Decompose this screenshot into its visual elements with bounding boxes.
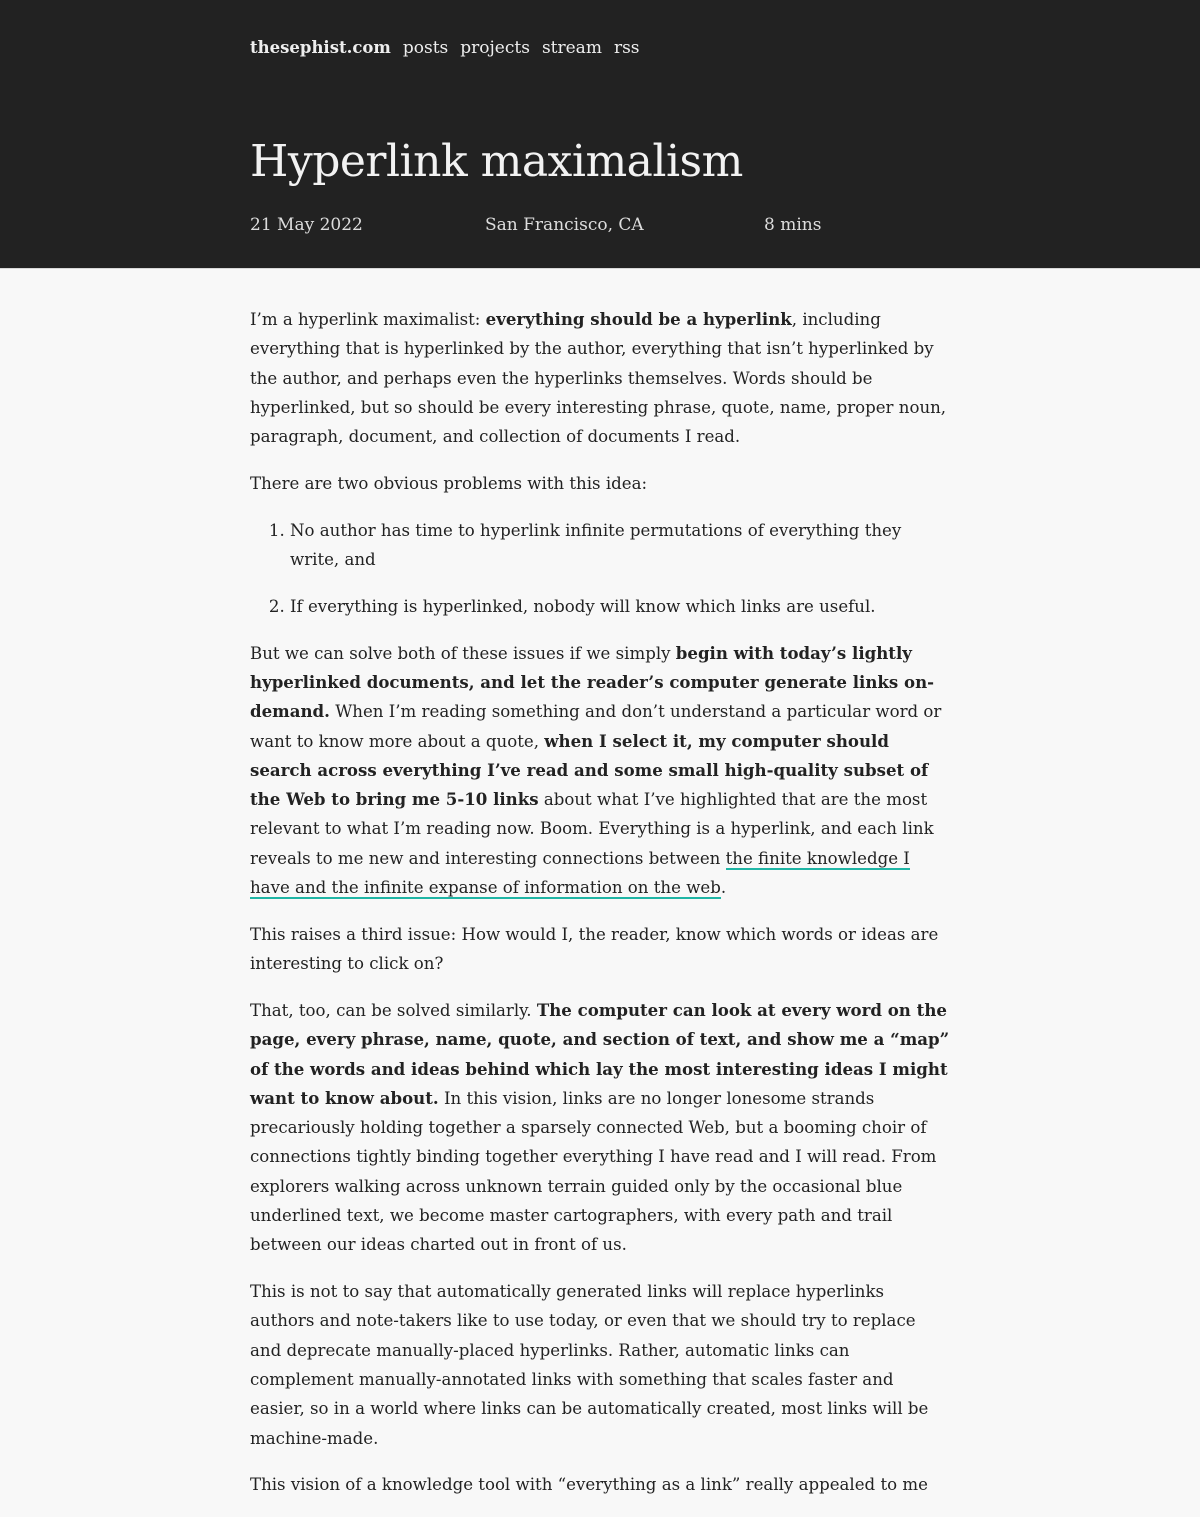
bold-text: everything should be a hyperlink	[485, 309, 792, 329]
paragraph	[250, 305, 950, 451]
post-date: 21 May 2022	[250, 215, 363, 235]
list-item: 1. No author has time to hyperlink infinite permutations of everything they write, and	[290, 516, 950, 575]
post-read-time: 8 mins	[764, 215, 822, 235]
bold-text: when I select it, my computer should search across everything I’ve read and some small high-quality subset of the Web to bring me 5-10 links	[250, 730, 929, 810]
bold-text: The computer can look at every word on the page, every phrase, name, quote, and section of text, and show me a “map” of the words and ideas behind which lay the most interesting ideas I might want to know about.	[250, 999, 950, 1108]
page-title: Hyperlink maximalism	[250, 136, 743, 187]
paragraph	[250, 639, 950, 903]
text: about what I’ve highlighted that are the most relevant to what I’m reading now. Boom. Everything is a hyperlink, and each link reveals to me new and interesting connections between	[250, 790, 934, 868]
nav-posts[interactable]: posts	[402, 38, 449, 58]
paragraph: This vision of a knowledge tool with “everything as a link” really appealed to me	[250, 1475, 928, 1495]
text: That, too, can be solved similarly.	[250, 1000, 537, 1020]
post-location: San Francisco, CA	[485, 215, 644, 235]
nav-rss[interactable]: rss	[613, 38, 640, 58]
text: .	[720, 878, 727, 898]
problem-list	[250, 516, 950, 621]
inline-link[interactable]: the finite knowledge I have and the infinite expanse of information on the web	[250, 848, 910, 898]
text: I’m a hyperlink maximalist:	[250, 310, 486, 329]
text: When I’m reading something and don’t understand a particular word or want to know more about a quote,	[250, 702, 942, 751]
paragraph: There are two obvious problems with this idea:	[250, 473, 648, 493]
brand-link[interactable]: thesephist.com	[250, 38, 391, 57]
article-body	[250, 305, 950, 1517]
bold-text: begin with today’s lightly hyperlinked documents, and let the reader’s computer generate links on-demand.	[250, 642, 935, 722]
text: In this vision, links are no longer lonesome strands precariously holding together a sparsely connected Web, but a booming choir of connections tightly binding together everything I have read and I will read. From explorers walking across unknown terrain guided only by the occasional blue underlined text, we become master cartographers, with every path and trail between our ideas charted out in front of us.	[250, 1088, 937, 1255]
list-item: 2. If everything is hyperlinked, nobody will know which links are useful.	[290, 592, 950, 621]
nav-projects[interactable]: projects	[460, 38, 530, 58]
text: But we can solve both of these issues if we simply	[250, 643, 676, 663]
nav-stream[interactable]: stream	[541, 38, 602, 58]
paragraph: This raises a third issue: How would I, the reader, know which words or ideas are interesting to click on?	[250, 924, 939, 974]
site-nav	[250, 38, 652, 58]
text: , including everything that is hyperlinked by the author, everything that isn’t hyperlinked by the author, and perhaps even the hyperlinks themselves. Words should be hyperlinked, but so should be every interesting phrase, quote, name, proper noun, paragraph, document, and collection of documents I read.	[250, 310, 947, 447]
paragraph: This is not to say that automatically generated links will replace hyperlinks authors and note-takers like to use today, or even that we should try to replace and deprecate manually-placed hyperlinks. Rather, automatic links can complement manually-annotated links with something that scales faster and easier, so in a world where links can be automatically created, most links will be machine-made.	[250, 1282, 929, 1448]
site-header	[0, 0, 1200, 269]
paragraph	[250, 996, 950, 1260]
